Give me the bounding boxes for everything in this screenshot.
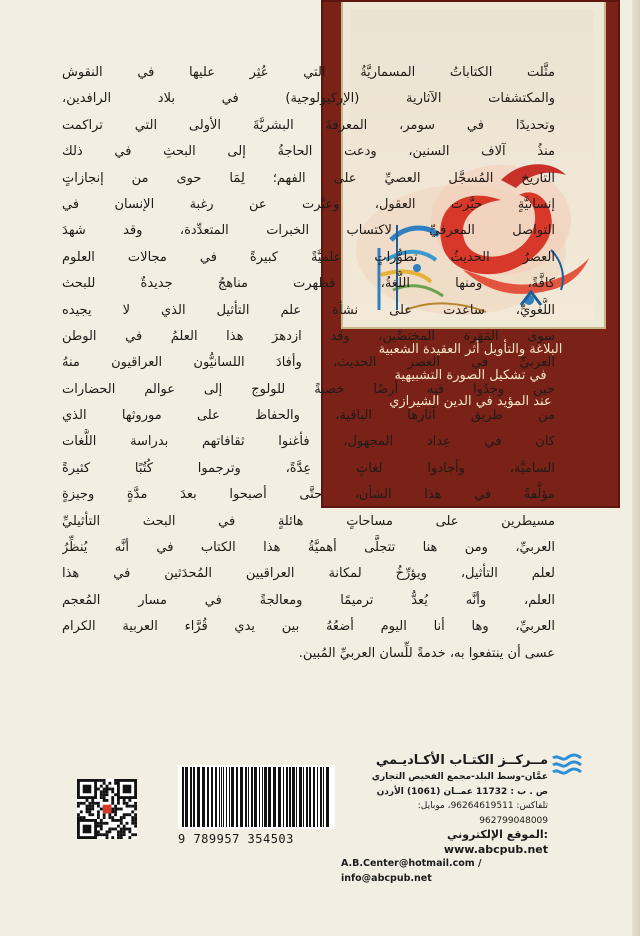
blurb-line: حين وجدُوا فيه أرضًا خصبةً للولوج إلى عوالم الحضارات <box>62 381 555 397</box>
blurb-line: من طريق آثارها الباقية، والحفاظ على موروثها الذي <box>62 408 555 424</box>
barcode-bars <box>178 765 335 829</box>
blurb-line: سوى المَهَرة المختصِّين، وقد ازدهرَ هذا العلمُ في الوطن <box>62 328 555 344</box>
publisher-emails: A.B.Center@hotmail.com / info@abcpub.net <box>341 858 482 884</box>
blurb-line: العربيِّ، ومن هنا تتجلَّى أهميَّةُ هذا الكتاب في أنَّه يُنظِّرُ <box>62 540 555 556</box>
back-cover-blurb <box>62 60 555 667</box>
blurb-line: اللُّغويِّ، ساعدت على نشأة علم التأثيل الذي لا يجيده <box>62 302 555 318</box>
cover-title-line-1: البلاغة والتأويل أثر العقيدة الشعبية <box>378 342 563 357</box>
publisher-pobox: ص . ب : 11732 عمــان (1061) الأردن <box>376 786 548 797</box>
publisher-phones: تلفاكس: 96264619511، موبايل: 962799048009 <box>417 801 548 826</box>
blurb-line: عسى أن ينتفعوا به، خدمةً للِّسان العربيِّ المُبين. <box>298 645 555 661</box>
blurb-line: لعلم التأثيل، ويؤرِّخُ لمكانة العراقيين المُحدَثين في هذا <box>62 566 555 582</box>
blurb-line: مثَّلت الكتاباتُ المسماريَّةُ التي عُثِر عليها في النقوش <box>62 65 555 80</box>
isbn-barcode <box>178 765 335 829</box>
page-edge <box>632 0 640 936</box>
qr-code-image <box>77 779 137 839</box>
cover-title-line-3: عند المؤيد في الدين الشيرازي <box>389 394 552 409</box>
blurb-line: إنسانيَّةٍ حيَّرت العقول، وعبَّرت عن رغبة الإنسان في <box>62 196 555 212</box>
blurb-line: العصرُ الحديثُ تطوُّراتٍ علميَّةً كبيرةً في مجالات العلوم <box>62 249 555 265</box>
isbn-barcode-number: 9 789957 354503 <box>178 832 294 846</box>
blurb-line: العربيِّ في العصر الحديث، وأفادَ اللسانيُّون العراقيون منهُ <box>62 355 555 371</box>
cover-title-line-2: في تشكيل الصورة التشبيهية <box>394 368 547 383</box>
publisher-address: عمَّان-وسط البلد-مجمع الفحيص التجاري <box>371 772 548 782</box>
blurb-line: مؤلَّفةً في هذا الشأن، حتَّى أصبحوا بعدَ مدَّةٍ وجيزةٍ <box>62 487 555 503</box>
blurb-line: كافَّةً، ومنها اللُّغةُ، فظهرت مناهجُ جديدةٌ للبحث <box>62 276 555 292</box>
publisher-info <box>341 752 548 886</box>
publisher-website: الموقع الإلكتروني: www.abcpub.net <box>443 828 548 856</box>
blurb-line: العلم، وأنَّه يُعدُّ ترميمًا ومعالجةً في مسار المُعجم <box>62 592 555 608</box>
qr-code <box>77 779 137 839</box>
blurb-line: مسيطرين على مساحاتٍ هائلةٍ في البحث التأثيليِّ <box>62 513 555 529</box>
blurb-line: منذُ آلاف السنين، ودعت الحاجةُ إلى البحثِ في ذلك <box>62 144 555 160</box>
blurb-line: الساميَّة، وأجادوا لغاتٍ عِدَّةً، وترجموا كُتُبًا كثيرةً <box>62 460 555 476</box>
blurb-line: والمكتشفات الآثارية (الإركيولوجية) في بلاد الرافدين، <box>62 91 555 107</box>
blurb-line: وتحديدًا في سومر، المعرفةَ البشريَّةَ الأولى التي تراكمت <box>62 117 555 133</box>
publisher-logo-icon <box>552 752 582 778</box>
blurb-line: كان في عِداد المجهول، فأغنوا ثقافاتهم بدراسة اللُّغات <box>62 434 555 450</box>
blurb-line: العربيِّ، وها أنا اليوم أضعُهُ بين يدي قُرَّاء العربية الكرام <box>62 619 555 635</box>
blurb-line: التاريخ المُسجَّل العصيِّ على الفهم؛ لِمَا حوى من إنجازاتٍ <box>62 170 555 186</box>
publisher-name: مــركــز الكتـاب الأكـاديـمي <box>375 753 548 768</box>
blurb-line: التواصل المعرفيِّ لاكتساب الخبرات المتعدِّدة، وقد شهدَ <box>62 223 555 239</box>
